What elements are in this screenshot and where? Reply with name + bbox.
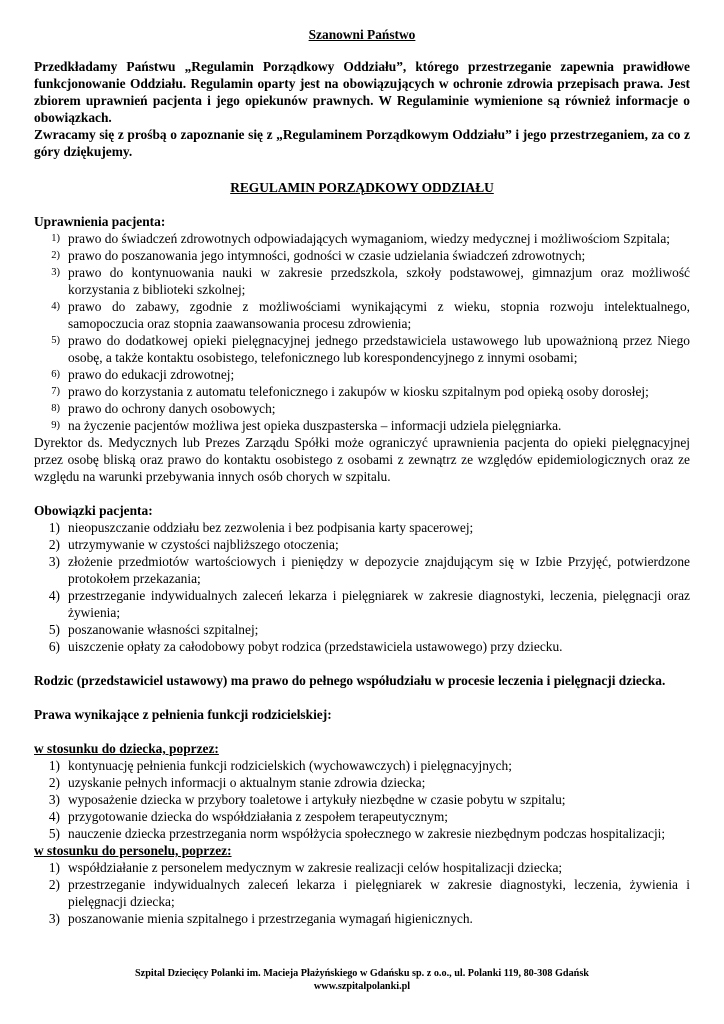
staff-rights-list xyxy=(34,859,690,927)
item-number: 6) xyxy=(48,639,60,654)
list-item xyxy=(34,553,690,587)
item-number: 5) xyxy=(48,622,60,637)
list-item xyxy=(34,519,690,536)
item-number: 3) xyxy=(48,554,60,569)
list-item xyxy=(34,757,690,774)
list-item xyxy=(34,400,690,417)
patient-duties-heading: Obowiązki pacjenta: xyxy=(34,503,153,518)
greeting-heading: Szanowni Państwo xyxy=(308,27,416,42)
item-number: 2) xyxy=(48,775,60,790)
item-text: poszanowanie mienia szpitalnego i przestrzegania wymagań higienicznych. xyxy=(68,911,473,926)
intro-paragraph: Przedkładamy Państwu „Regulamin Porządkowy Oddziału”, którego przestrzeganie zapewnia prawidłowe funkcjonowanie Oddziału. Regulamin oparty jest na obowiązujących w ochronie zdrowia przepisach prawa. Jest zbiorem uprawnień pacjenta i jego opiekunów prawnych. W Regulaminie wymienione są również informacje o obowiązkach. xyxy=(34,59,690,125)
item-text: prawo do dodatkowej opieki pielęgnacyjnej jednego przedstawiciela ustawowego lub upoważnioną przez Niego osobę, a także kontaktu osobistego, telefonicznego lub korespondencyjnego z innymi osobami; xyxy=(68,333,690,365)
spacer xyxy=(34,655,690,672)
intro-request: Zwracamy się z prośbą o zapoznanie się z „Regulaminem Porządkowym Oddziału” i jego przestrzeganiem, za co z góry dziękujemy. xyxy=(34,127,690,159)
list-item xyxy=(34,825,690,842)
item-number: 8) xyxy=(51,403,60,414)
item-number: 5) xyxy=(48,826,60,841)
item-text: prawo do korzystania z automatu telefonicznego i zakupów w kiosku szpitalnym pod opieką osoby dorosłej; xyxy=(68,384,649,399)
patient-duties-list xyxy=(34,519,690,655)
item-text: przestrzeganie indywidualnych zaleceń lekarza i pielęgniarek w zakresie diagnostyki, leczenia, żywienia i pielęgnacji dziecka; xyxy=(68,877,690,909)
list-item xyxy=(34,298,690,332)
item-text: współdziałanie z personelem medycznym w zakresie realizacji celów hospitalizacji dziecka; xyxy=(68,860,563,875)
item-text: prawo do poszanowania jego intymności, godności w czasie udzielania świadczeń zdrowotnych; xyxy=(68,248,586,263)
item-number: 4) xyxy=(48,809,60,824)
item-number: 4) xyxy=(48,588,60,603)
item-number: 1) xyxy=(48,520,60,535)
item-text: kontynuację pełnienia funkcji rodzicielskich (wychowawczych) i pielęgnacyjnych; xyxy=(68,758,512,773)
item-text: na życzenie pacjentów możliwa jest opieka duszpasterska – informacji udziela pielęgniarka. xyxy=(68,418,562,433)
child-subheading: w stosunku do dziecka, poprzez: xyxy=(34,741,219,756)
item-text: utrzymywanie w czystości najbliższego otoczenia; xyxy=(68,537,339,552)
item-text: prawo do świadczeń zdrowotnych odpowiadających wymaganiom, wiedzy medycznej i możliwościom Szpitala; xyxy=(68,231,671,246)
list-item xyxy=(34,247,690,264)
item-text: prawo do zabawy, zgodnie z możliwościami wynikającymi z wieku, stopnia rozwoju intelektualnego, samopoczucia oraz stopnia zaawansowania procesu zdrowienia; xyxy=(68,299,690,331)
spacer xyxy=(34,689,690,706)
item-number: 2) xyxy=(48,877,60,892)
list-item xyxy=(34,587,690,621)
item-text: prawo do ochrony danych osobowych; xyxy=(68,401,276,416)
patient-rights-section xyxy=(34,213,690,485)
item-text: uzyskanie pełnych informacji o aktualnym stanie zdrowia dziecka; xyxy=(68,775,426,790)
item-text: prawo do edukacji zdrowotnej; xyxy=(68,367,235,382)
item-text: przygotowanie dziecka do współdziałania z zespołem terapeutycznym; xyxy=(68,809,448,824)
parent-statement: Rodzic (przedstawiciel ustawowy) ma prawo do pełnego współudziału w procesie leczenia i pielęgnacji dziecka. xyxy=(34,673,666,688)
list-item xyxy=(34,774,690,791)
footer-website-link[interactable]: www.szpitalpolanki.pl xyxy=(313,981,411,992)
item-number: 4) xyxy=(51,301,60,312)
spacer xyxy=(34,723,690,740)
item-number: 2) xyxy=(51,250,60,261)
item-text: przestrzeganie indywidualnych zaleceń lekarza i pielęgniarek w zakresie diagnostyki, leczenia, pielęgnacji oraz żywienia; xyxy=(68,588,690,620)
item-text: prawo do kontynuowania nauki w zakresie przedszkola, szkoły podstawowej, gimnazjum oraz możliwość korzystania z biblioteki szkolnej; xyxy=(68,265,690,297)
item-number: 9) xyxy=(51,420,60,431)
parental-rights-staff-section xyxy=(34,842,690,927)
list-item xyxy=(34,417,690,434)
item-number: 1) xyxy=(51,233,60,244)
intro-section xyxy=(34,58,690,160)
item-text: wyposażenie dziecka w przybory toaletowe i artykuły niezbędne w czasie pobytu w szpitalu; xyxy=(68,792,566,807)
item-text: uiszczenie opłaty za całodobowy pobyt rodzica (przedstawiciela ustawowego) przy dziecku. xyxy=(68,639,563,654)
item-number: 1) xyxy=(48,860,60,875)
list-item xyxy=(34,366,690,383)
item-text: złożenie przedmiotów wartościowych i pieniędzy w depozycie znajdującym się w Izbie Przyjęć, potwierdzone protokołem przekazania; xyxy=(68,554,690,586)
footer-address: Szpital Dziecięcy Polanki im. Macieja Płażyńskiego w Gdańsku sp. z o.o., ul. Polanki 119, 80-308 Gdańsk xyxy=(135,968,589,979)
item-number: 2) xyxy=(48,537,60,552)
spacer xyxy=(34,485,690,502)
list-item xyxy=(34,230,690,247)
item-text: poszanowanie własności szpitalnej; xyxy=(68,622,259,637)
regulation-title: REGULAMIN PORZĄDKOWY ODDZIAŁU xyxy=(230,180,494,195)
item-number: 6) xyxy=(51,369,60,380)
parental-rights-heading: Prawa wynikające z pełnienia funkcji rodzicielskiej: xyxy=(34,707,332,722)
staff-subheading: w stosunku do personelu, poprzez: xyxy=(34,843,232,858)
list-item xyxy=(34,859,690,876)
patient-rights-note: Dyrektor ds. Medycznych lub Prezes Zarządu Spółki może ograniczyć uprawnienia pacjenta do opieki pielęgnacyjnej przez osobę bliską oraz prawo do kontaktu osobistego z osobami z zewnątrz ze względów epidemiologicznych oraz ze względu na warunki przebywania innych osób chorych w szpitalu. xyxy=(34,435,690,484)
list-item xyxy=(34,808,690,825)
list-item xyxy=(34,264,690,298)
list-item xyxy=(34,910,690,927)
item-number: 3) xyxy=(51,267,60,278)
item-text: nieopuszczanie oddziału bez zezwolenia i bez podpisania karty spacerowej; xyxy=(68,520,474,535)
list-item xyxy=(34,383,690,400)
patient-duties-section xyxy=(34,502,690,655)
list-item xyxy=(34,791,690,808)
item-number: 3) xyxy=(48,792,60,807)
list-item xyxy=(34,876,690,910)
patient-rights-list xyxy=(34,230,690,434)
item-text: nauczenie dziecka przestrzegania norm współżycia społecznego w zakresie niezbędnym podczas hospitalizacji; xyxy=(68,826,666,841)
list-item xyxy=(34,621,690,638)
parental-rights-child-section xyxy=(34,740,690,842)
list-item xyxy=(34,638,690,655)
item-number: 7) xyxy=(51,386,60,397)
item-number: 1) xyxy=(48,758,60,773)
list-item xyxy=(34,536,690,553)
item-number: 5) xyxy=(51,335,60,346)
item-number: 3) xyxy=(48,911,60,926)
child-rights-list xyxy=(34,757,690,842)
patient-rights-heading: Uprawnienia pacjenta: xyxy=(34,214,166,229)
list-item xyxy=(34,332,690,366)
page-footer xyxy=(0,967,724,993)
